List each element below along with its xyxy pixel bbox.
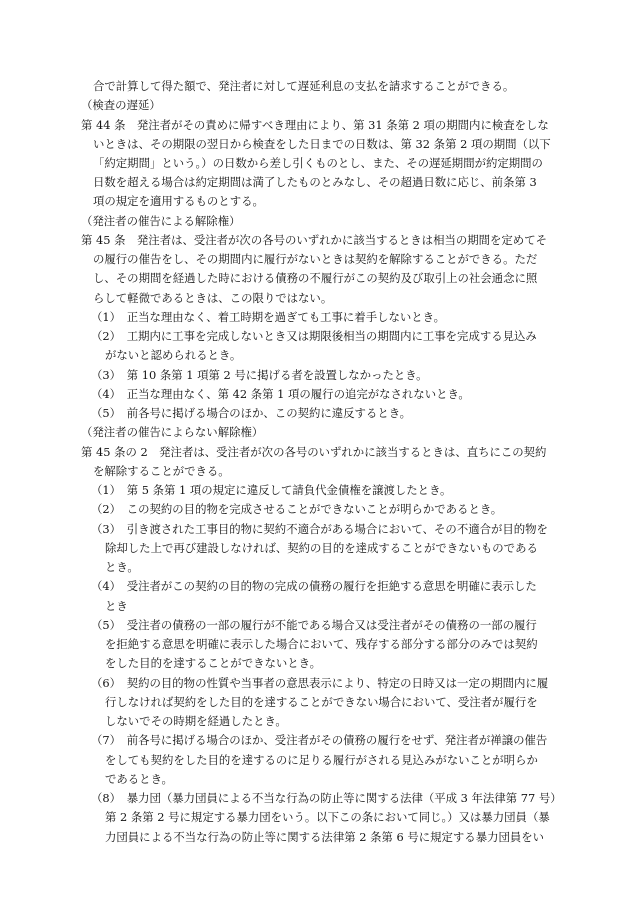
item-line: （2） 工期内に工事を完成しないとき又は期限後相当の期間内に工事を完成する見込み (91, 329, 537, 343)
item-continuation: 除却した上で再び建設しなければ、契約の目的を達成することができないものである (105, 541, 538, 555)
text-line: の履行の催告をし、その期間内に履行がないときは契約を解除することができる。ただ (93, 252, 538, 266)
item-continuation: 力団員による不当な行為の防止等に関する法律第 2 条第 6 号に規定する暴力団員をい (105, 830, 545, 844)
item-continuation: がないと認められるとき。 (105, 348, 242, 362)
item-line: （5） 前各号に掲げる場合のほか、この契約に違反するとき。 (91, 406, 412, 420)
item-line: （3） 第 10 条第 1 項第 2 号に掲げる者を設置しなかったとき。 (91, 368, 428, 382)
item-line: （8） 暴力団（暴力団員による不当な行為の防止等に関する法律（平成 3 年法律第 77 号） (91, 791, 562, 805)
item-line: （7） 前各号に掲げる場合のほか、受注者がその債務の履行をせず、発注者が禅譲の催告 (91, 733, 548, 747)
article-line: 第 44 条 発注者がその責めに帰すべき理由により、第 31 条第 2 項の期間内に検査をしな (81, 118, 549, 132)
text-line: らして軽微であるときは、この限りではない。 (93, 291, 333, 305)
item-continuation: 行しなければ契約をした目的を達することができない場合において、受注者が履行を (105, 695, 538, 709)
text-line: 「約定期間」という。）の日数から差し引くものとし、また、その遅延期間が約定期間の (93, 156, 543, 170)
text-line: を解除することができる。 (93, 464, 230, 478)
item-continuation: しないでその時期を経過したとき。 (105, 714, 287, 728)
item-line: （4） 正当な理由なく、第 42 条第 1 項の履行の追完がなされないとき。 (91, 387, 470, 401)
text-line: 日数を超える場合は約定期間は満了したものとみなし、その超過日数に応じ、前条第 3 (93, 175, 537, 189)
item-continuation: 第 2 条第 2 号に規定する暴力団をいう。以下この条において同じ。）又は暴力団員（暴 (105, 810, 550, 824)
item-line: （1） 第 5 条第 1 項の規定に違反して請負代金債権を譲渡したとき。 (91, 483, 452, 497)
item-continuation: をした目的を達することができないとき。 (105, 656, 321, 670)
text-line: し、その期間を経過した時における債務の不履行がこの契約及び取引上の社会通念に照 (93, 271, 538, 285)
article-line: 第 45 条の 2 発注者は、受注者が次の各号のいずれかに該当するときは、直ちにこの契約 (81, 445, 547, 459)
item-line: （2） この契約の目的物を完成させることができないことが明らかであるとき。 (91, 502, 503, 516)
item-continuation: とき (105, 599, 128, 613)
text-line: 合で計算して得た額で、発注者に対して遅延利息の支払を請求することができる。 (93, 79, 515, 93)
text-line: いときは、その期限の翌日から検査をした日までの日数は、第 32 条第 2 項の期間（以下 (93, 137, 551, 151)
item-line: （6） 契約の目的物の性質や当事者の意思表示により、特定の日時又は一定の期間内に履 (91, 676, 549, 690)
item-continuation: を拒絶する意思を明確に表示した場合において、残存する部分する部分のみでは契約 (105, 637, 538, 651)
item-continuation: とき。 (105, 560, 139, 574)
article-line: 第 45 条 発注者は、受注者が次の各号のいずれかに該当するときは相当の期間を定めてそ (81, 233, 547, 247)
section-heading: （発注者の催告による解除権） (81, 214, 241, 228)
item-line: （5） 受注者の債務の一部の履行が不能である場合又は受注者がその債務の一部の履行 (91, 618, 537, 632)
item-line: （4） 受注者がこの契約の目的物の完成の債務の履行を拒絶する意思を明確に表示した (91, 579, 537, 593)
item-line: （3） 引き渡された工事目的物に契約不適合がある場合において、その不適合が目的物を (91, 522, 548, 536)
text-line: 項の規定を適用するものとする。 (93, 194, 264, 208)
section-heading: （発注者の催告によらない解除権） (81, 425, 264, 439)
item-continuation: をしても契約をした目的を達するのに足りる履行がされる見込みがないことが明らか (105, 753, 538, 767)
section-heading: （検査の遅延） (81, 98, 161, 112)
item-line: （1） 正当な理由なく、着工時期を過ぎても工事に着手しないとき。 (91, 310, 445, 324)
item-continuation: であるとき。 (105, 772, 173, 786)
